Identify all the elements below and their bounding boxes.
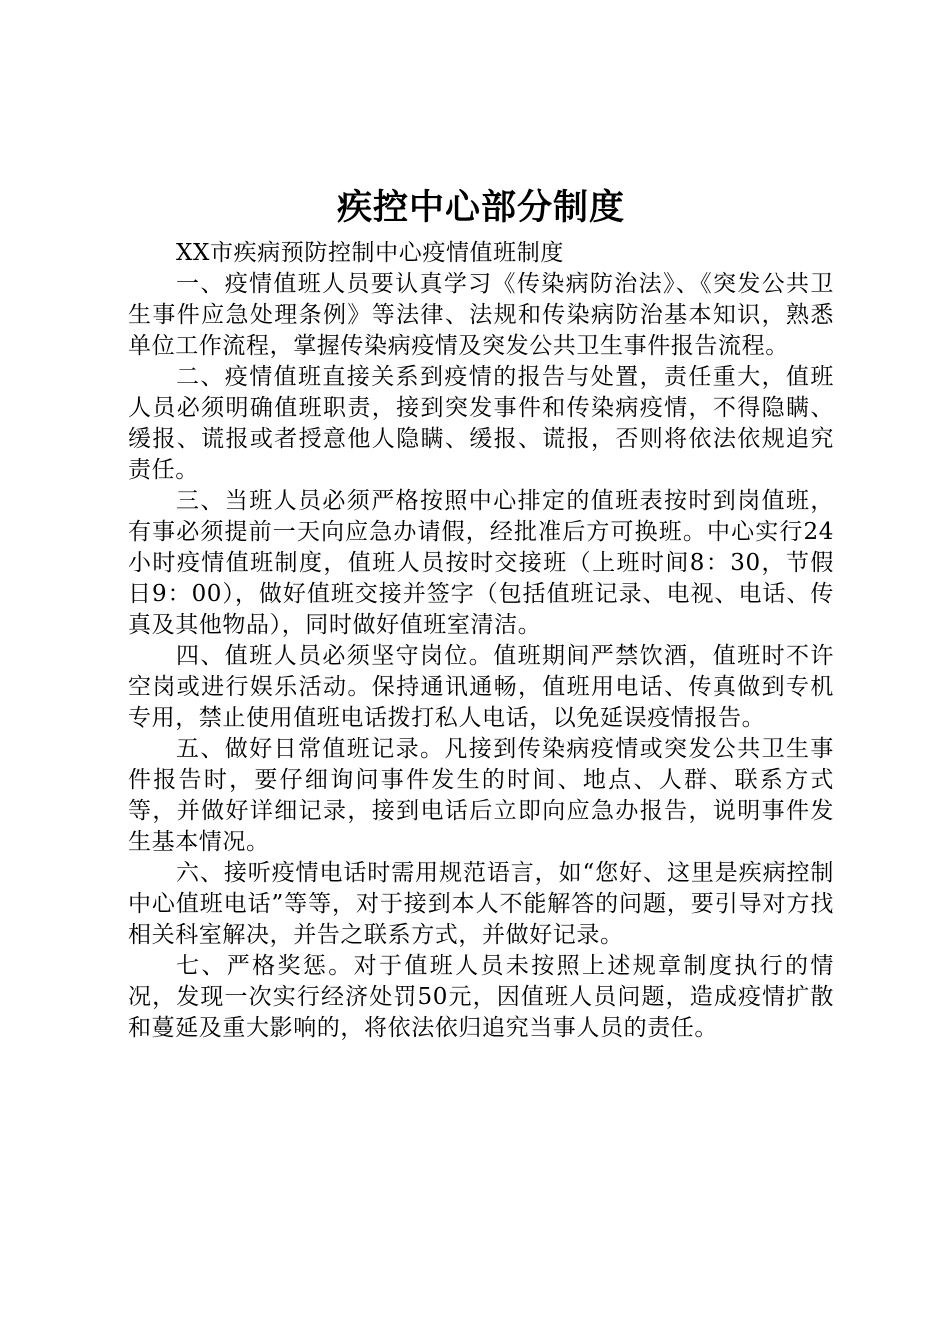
paragraph-5: 五、做好日常值班记录。凡接到传染病疫情或突发公共卫生事件报告时，要仔细询问事件发生的时间、地点、人群、联系方式等，并做好详细记录，接到电话后立即向应急办报告，说明事件发生基本情况。 xyxy=(128,736,834,855)
document-page xyxy=(128,180,834,1044)
document-subtitle: XX市疾病预防控制中心疫情值班制度 xyxy=(176,240,564,266)
document-title: 疾控中心部分制度 xyxy=(336,187,625,228)
paragraph-6: 六、接听疫情电话时需用规范语言，如“您好、这里是疾病控制中心值班电话”等等，对于接到本人不能解答的问题，要引导对方找相关科室解决，并告之联系方式，并做好记录。 xyxy=(128,860,834,948)
paragraph-7: 七、严格奖惩。对于值班人员未按照上述规章制度执行的情况，发现一次实行经济处罚50元，因值班人员问题，造成疫情扩散和蔓延及重大影响的，将依法依归追究当事人员的责任。 xyxy=(128,953,834,1041)
paragraph-4: 四、值班人员必须坚守岗位。值班期间严禁饮酒，值班时不许空岗或进行娱乐活动。保持通讯通畅，值班用电话、传真做到专机专用，禁止使用值班电话拨打私人电话，以免延误疫情报告。 xyxy=(128,643,834,731)
paragraph-3: 三、当班人员必须严格按照中心排定的值班表按时到岗值班，有事必须提前一天向应急办请假，经批准后方可换班。中心实行24小时疫情值班制度，值班人员按时交接班（上班时间8：30，节假日9：00），做好值班交接并签字（包括值班记录、电视、电话、传真及其他物品），同时做好值班室清洁。 xyxy=(128,488,834,638)
paragraph-2: 二、疫情值班直接关系到疫情的报告与处置，责任重大，值班人员必须明确值班职责，接到突发事件和传染病疫情，不得隐瞒、缓报、谎报或者授意他人隐瞒、缓报、谎报，否则将依法依规追究责任。 xyxy=(128,364,834,483)
paragraph-1: 一、疫情值班人员要认真学习《传染病防治法》、《突发公共卫生事件应急处理条例》等法律、法规和传染病防治基本知识，熟悉单位工作流程，掌握传染病疫情及突发公共卫生事件报告流程。 xyxy=(128,271,834,359)
